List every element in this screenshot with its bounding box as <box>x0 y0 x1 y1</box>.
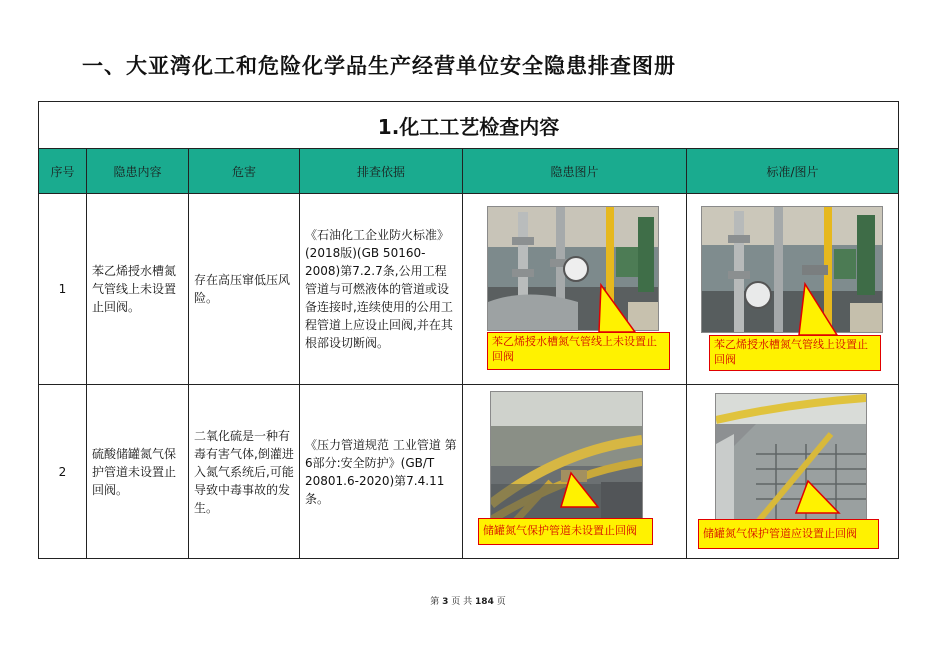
hazard-image-caption: 储罐氮气保护管道未设置止回阀 <box>478 518 653 545</box>
footer-page-number: 3 <box>442 597 449 607</box>
table-row <box>39 194 899 385</box>
section-header-row <box>39 102 899 149</box>
document-title: 一、大亚湾化工和危险化学品生产经营单位安全隐患排查图册 <box>82 54 676 78</box>
footer-suffix: 页 <box>496 597 506 607</box>
footer-prefix: 第 <box>430 597 440 607</box>
footer-mid: 页 共 <box>451 597 473 607</box>
standard-image-caption: 苯乙烯授水槽氮气管线上设置止回阀 <box>709 335 881 371</box>
column-header-harm: 危害 <box>189 149 300 194</box>
column-header-standard-image: 标准/图片 <box>687 149 899 194</box>
hazard-image-caption: 苯乙烯授水槽氮气管线上未设置止回阀 <box>487 332 670 370</box>
column-header-row <box>39 149 899 194</box>
inspection-basis: 《压力管道规范 工业管道 第6部分:安全防护》(GB/T 20801.6-2020)第7.4.11条。 <box>300 385 463 559</box>
row-number: 1 <box>39 194 87 385</box>
section-title: 1.化工工艺检查内容 <box>39 102 899 149</box>
page-footer <box>0 594 936 607</box>
table-row <box>39 385 899 559</box>
column-header-basis: 排查依据 <box>300 149 463 194</box>
hazard-content: 硫酸储罐氮气保护管道未设置止回阀。 <box>87 385 189 559</box>
hazard-image-cell <box>463 385 687 559</box>
harm-description: 存在高压窜低压风险。 <box>189 194 300 385</box>
footer-total-pages: 184 <box>475 597 494 607</box>
row-number: 2 <box>39 385 87 559</box>
column-header-number: 序号 <box>39 149 87 194</box>
standard-image-caption: 储罐氮气保护管道应设置止回阀 <box>698 519 879 549</box>
hazard-image-cell <box>463 194 687 385</box>
column-header-hazard-image: 隐患图片 <box>463 149 687 194</box>
column-header-hazard-content: 隐患内容 <box>87 149 189 194</box>
harm-description: 二氧化硫是一种有毒有害气体,倒灌进入氮气系统后,可能导致中毒事故的发生。 <box>189 385 300 559</box>
hazard-content: 苯乙烯授水槽氮气管线上未设置止回阀。 <box>87 194 189 385</box>
inspection-basis: 《石油化工企业防火标准》(2018版)(GB 50160-2008)第7.2.7条,公用工程管道与可燃液体的管道或设备连接时,连续使用的公用工程管道上应设止回阀,并在其根部设切断阀。 <box>300 194 463 385</box>
standard-image-cell <box>687 194 899 385</box>
inspection-table <box>38 101 899 559</box>
standard-image-cell <box>687 385 899 559</box>
